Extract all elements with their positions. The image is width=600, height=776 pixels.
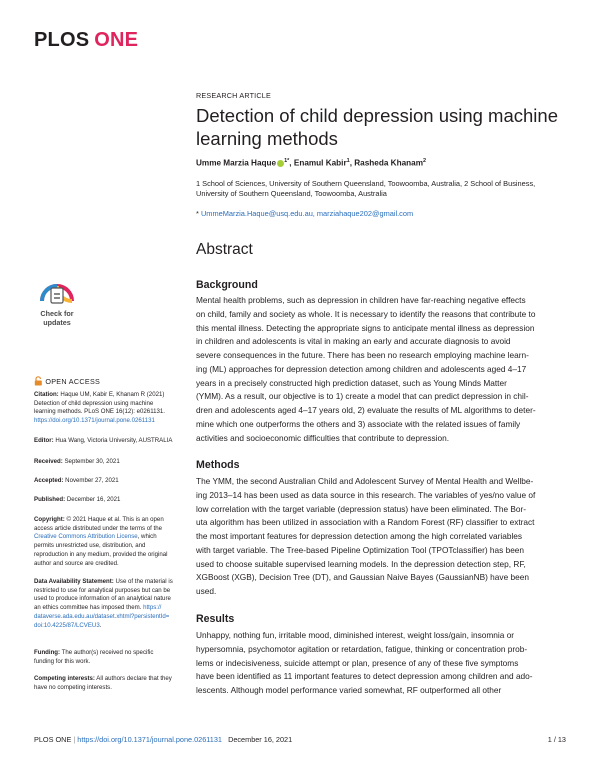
background-heading: Background [196,279,258,291]
text-line: activities and socioeconomic difficulties that contribute to depression. [196,432,450,443]
background-text [196,294,574,445]
check-updates-line1: Check for [40,309,74,318]
results-text [196,629,574,698]
citation-block [34,391,184,426]
funding-label: Funding: [34,649,61,656]
check-for-updates-badge[interactable] [33,273,81,327]
text-line: in children and adolescents is vital in making an early and accurate diagnosis to avoid [196,336,511,347]
text-line: XGBoost (XGB), Decision Tree (DT), and Gaussian Naive Bayes (GaussianNB) have been [196,572,529,583]
published-block [34,496,184,505]
copyright-text: , which [137,533,157,541]
correspondence [196,209,574,218]
copyright-text: reproduction in any medium, provided the original [34,550,168,558]
text-line: on child, family and society as whole. It is necessary to identify the reasons that contribute to [196,308,536,319]
text-line: Unhappy, nothing fun, irritable mood, diminished interest, weight loss/gain, insomnia or [196,630,515,640]
funding-text: The author(s) received no specific [60,649,154,656]
text-line: uta algorithm has been utilized in association with a Random Forest (RF) classifier to extract [196,517,535,528]
funding-text: funding for this work. [34,657,91,665]
page-footer [34,735,566,744]
check-updates-icon [33,273,81,305]
citation-text: Detection of child depression using machine [34,399,154,407]
page-number: 1 / 13 [547,735,566,744]
article-title: Detection of child depression using machine learning methods [196,105,558,149]
accepted-label: Accepted: [34,477,64,484]
published-label: Published: [34,496,66,503]
text-line: mine which one outperforms the others and 3) associate with the related issues of family [196,418,521,429]
received-label: Received: [34,458,63,465]
check-updates-line2: updates [43,317,71,327]
citation-text: learning methods. PLoS ONE 16(12): e0261131. [34,408,165,416]
data-availability-label: Data Availability Statement: [34,578,114,585]
text-line: the most important features for depression detection among the high correlated variables [196,531,523,541]
copyright-text: © 2021 Haque et al. This is an open [64,516,164,523]
results-heading: Results [196,613,235,625]
open-access [34,376,184,387]
journal-logo[interactable] [34,29,138,52]
text-line: lems or indecisiveness, suicide attempt or plan, presence of any of these five symptoms [196,657,519,668]
copyright-text: author and source are credited. [34,559,119,567]
data-text: restricted to use for analytical purposes but can be [34,586,171,594]
abstract-heading: Abstract [196,241,253,258]
accepted-value: November 27, 2021 [63,477,119,484]
data-text: . [99,621,102,629]
text-line: The YMM, the second Australian Child and Adolescent Survey of Mental Health and Wellbe- [196,476,534,486]
text-line: hypersomnia, psychomotor agitation or retardation, fatigue, thinking or concentration prob- [196,643,528,654]
article-type: RESEARCH ARTICLE [196,91,271,100]
text-line: this mental illness. Detecting the appropriate signs to anticipate mental illness as depression [196,322,535,333]
text-line: (YMM). As a result, our objective is to 1) create a model that can predict depression in chil- [196,391,529,402]
received-block [34,458,184,467]
author-1[interactable]: Umme Marzia Haque [196,158,277,168]
open-access-label: OPEN ACCESS [45,377,101,386]
copyright-text: permits unrestricted use, distribution, and [34,542,146,550]
text-line: years in a precisely constructed high prediction dataset, such as Young Minds Matter [196,377,507,388]
published-value: December 16, 2021 [65,496,121,503]
text-line: ing 2013–14 has been used as data source in this research. The variables of yes/no value of [196,489,536,500]
data-availability-block [34,578,184,630]
corresp-emails[interactable]: UmmeMarzia.Haque@usq.edu.au, marziahaque202@gmail.com [200,209,414,218]
author-3[interactable]: Rasheda Khanam [354,158,423,168]
editor-value: Hua Wang, Victoria University, AUSTRALIA [53,437,173,444]
text-line: used. [196,586,217,596]
competing-text: have no competing interests. [34,683,112,691]
text-line: have been identified as 11 important features to detect depression among children and ado- [196,671,533,682]
text-line: dren and adolescents aged 4–17 years old, 2) evaluate the results of ML algorithms to deter- [196,405,536,415]
text-line: lescents. Although model performance varied somewhat, RF outperformed all other [196,685,502,695]
funding-block [34,649,184,666]
copyright-label: Copyright: [34,516,65,523]
author-1-affil: 1 [284,158,288,164]
logo-one: ONE [94,29,139,51]
methods-text [196,475,574,599]
copyright-block [34,516,184,568]
citation-doi-link[interactable]: https://doi.org/10.1371/journal.pone.0261131 [34,417,155,425]
competing-interests-block [34,675,184,692]
data-text: Use of the material is [113,578,173,585]
accepted-block [34,477,184,486]
text-line: low correlation with the target variable (depression status) have been eliminated. The Bor- [196,503,527,514]
footer-doi-link[interactable]: https://doi.org/10.1371/journal.pone.0261131 [77,735,222,744]
logo-plos: PLOS [34,29,90,51]
text-line: used to choose suitable supervised learning models. In the depression detection step, RF, [196,558,526,569]
author-2[interactable]: Enamul Kabir [293,158,347,168]
affiliation-line: 1 School of Sciences, University of Southern Queensland, Toowoomba, Australia, 2 School of Business, [196,179,536,188]
affiliations [196,179,574,199]
author-list: Umme Marzia Haque $^{1*}$, Enamul Kabir$^1$, Rasheda Khanam$^2$ [196,158,427,168]
competing-text: All authors declare that they [94,675,172,682]
copyright-text: access article distributed under the terms of the [34,524,163,532]
dataverse-link[interactable]: doi:10.4225/87/LCVEU3 [34,621,100,629]
footer-separator: | [73,735,76,744]
data-text: an ethics committee has imposed them. [34,604,142,612]
open-lock-icon [34,376,43,386]
editor-label: Editor: [34,437,54,444]
author-2-affil: 1 [346,158,350,164]
text-line: with target variable. The Tree-based Pipeline Optimization Tool (TPOTclassifier) has been [196,544,525,555]
affiliation-line: University of Southern Queensland, Toowoomba, Australia [196,189,387,198]
dataverse-link[interactable]: dataverse.ada.edu.au/dataset.xhtml?persistentId= [34,612,170,620]
competing-label: Competing interests: [34,675,95,682]
data-text: used to produce information of an analytical nature [34,595,171,603]
methods-heading: Methods [196,459,240,471]
text-line: severe consequences in the future. There has been no research employing machine learn- [196,350,529,360]
author-1-corresp: * [287,158,290,164]
text-line: ing (ML) approaches for depression detection among children and adolescents aged 4–17 [196,363,527,374]
footer-journal: PLOS ONE [34,735,72,744]
footer-date: December 16, 2021 [228,735,293,744]
cc-license-link[interactable]: Creative Commons Attribution License [34,533,138,541]
citation-text: Haque UM, Kabir E, Khanam R (2021) [58,391,165,398]
dataverse-link[interactable]: https:// [141,604,162,612]
received-value: September 30, 2021 [62,458,120,465]
corresp-mark: * [196,209,199,218]
text-line: Mental health problems, such as depression in children have far-reaching negative effects [196,295,526,305]
editor-block [34,437,184,446]
citation-label: Citation: [34,391,59,398]
author-3-affil: 2 [422,158,427,164]
